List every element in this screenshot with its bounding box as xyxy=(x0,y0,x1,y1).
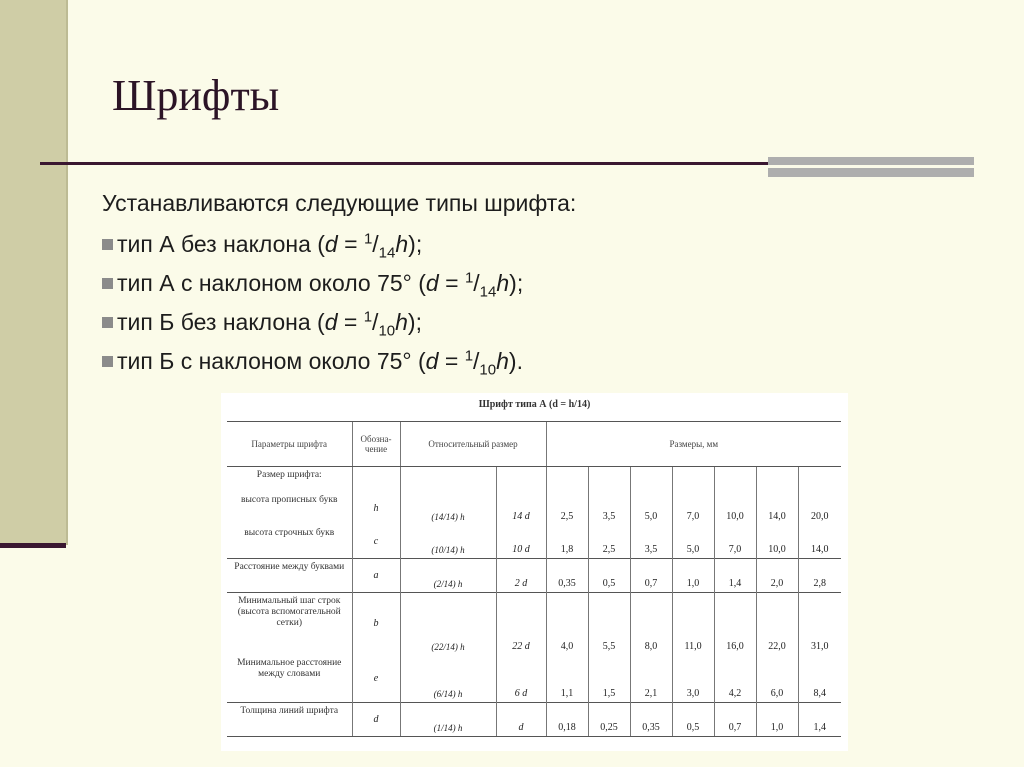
bullet-item: тип Б без наклона $(d = ^1/_{10}h)$; xyxy=(102,307,982,337)
square-bullet-icon xyxy=(102,356,113,367)
row-relative: (14/14) h xyxy=(400,492,496,525)
square-bullet-icon xyxy=(102,278,113,289)
row-multiple: 14 d xyxy=(496,492,546,525)
size-cell: 1,8 xyxy=(546,525,588,559)
row-multiple: d xyxy=(496,703,546,737)
size-cell: 0,7 xyxy=(630,559,672,593)
row-symbol: a xyxy=(352,559,400,593)
bullet-item: тип Б с наклоном около 75° $(d = ^1/_{10}h)$. xyxy=(102,346,982,376)
row-symbol: e xyxy=(352,655,400,703)
bullet-list xyxy=(102,229,982,379)
size-cell: 1,1 xyxy=(546,655,588,703)
size-cell: 0,18 xyxy=(546,703,588,737)
row-multiple: 22 d xyxy=(496,593,546,655)
size-cell: 1,4 xyxy=(714,559,756,593)
header-param: Параметры шрифта xyxy=(227,422,352,467)
table-row xyxy=(227,525,841,559)
size-cell: 8,4 xyxy=(798,655,841,703)
table-header-row xyxy=(227,422,841,467)
size-cell: 2,8 xyxy=(798,559,841,593)
bullet-item: тип А с наклоном около 75° $(d = ^1/_{14}h)$; xyxy=(102,268,982,298)
row-relative: (1/14) h xyxy=(400,703,496,737)
table-row xyxy=(227,559,841,593)
table-caption: Шрифт типа А (d = h/14) xyxy=(478,399,591,410)
row-multiple: 10 d xyxy=(496,525,546,559)
header-relative: Относительный размер xyxy=(400,422,546,467)
size-cell: 5,0 xyxy=(630,492,672,525)
size-cell: 7,0 xyxy=(672,492,714,525)
row-relative: (6/14) h xyxy=(400,655,496,703)
size-cell: 11,0 xyxy=(672,593,714,655)
size-cell: 10,0 xyxy=(756,525,798,559)
side-bar-base xyxy=(0,543,66,548)
size-cell: 14,0 xyxy=(756,492,798,525)
size-cell: 4,0 xyxy=(546,593,588,655)
bullet-item: тип А без наклона $(d = ^1/_{14}h)$; xyxy=(102,229,982,259)
row-param-name: Толщина линий шрифта xyxy=(227,703,352,737)
size-cell: 0,5 xyxy=(672,703,714,737)
size-cell: 7,0 xyxy=(714,525,756,559)
size-cell: 2,5 xyxy=(588,525,630,559)
row-param-name: Минимальное расстояние между словами xyxy=(237,657,342,679)
font-table-figure xyxy=(221,393,848,751)
table-row xyxy=(227,655,841,703)
table-row xyxy=(227,492,841,525)
size-cell: 2,1 xyxy=(630,655,672,703)
size-cell: 1,0 xyxy=(672,559,714,593)
header-sizes: Размеры, мм xyxy=(546,422,841,467)
size-cell: 5,0 xyxy=(672,525,714,559)
header-symbol: Обозна-чение xyxy=(352,422,400,467)
table-row xyxy=(227,593,841,655)
size-cell: 3,5 xyxy=(630,525,672,559)
size-cell: 4,2 xyxy=(714,655,756,703)
title-rule xyxy=(40,162,768,165)
square-bullet-icon xyxy=(102,239,113,250)
row-relative: (22/14) h xyxy=(400,593,496,655)
slide-content xyxy=(102,188,982,385)
row-multiple: 2 d xyxy=(496,559,546,593)
row-symbol: d xyxy=(352,703,400,737)
row-symbol: h xyxy=(352,492,400,525)
row-symbol: b xyxy=(352,593,400,655)
size-cell: 10,0 xyxy=(714,492,756,525)
size-cell: 0,25 xyxy=(588,703,630,737)
size-cell: 16,0 xyxy=(714,593,756,655)
row-relative: (10/14) h xyxy=(400,525,496,559)
row-relative: (2/14) h xyxy=(400,559,496,593)
square-bullet-icon xyxy=(102,317,113,328)
row-param-name: Минимальный шаг строк (высота вспомогательной сетки) xyxy=(227,593,352,655)
row-param-name: высота прописных букв xyxy=(241,495,338,505)
table-row xyxy=(227,703,841,737)
size-cell: 8,0 xyxy=(630,593,672,655)
row-symbol: c xyxy=(352,525,400,559)
row-multiple: 6 d xyxy=(496,655,546,703)
size-cell: 0,7 xyxy=(714,703,756,737)
side-bar xyxy=(0,0,68,545)
size-cell: 1,4 xyxy=(798,703,841,737)
size-cell: 0,35 xyxy=(546,559,588,593)
table-row xyxy=(227,467,841,493)
size-cell: 1,5 xyxy=(588,655,630,703)
size-cell: 3,0 xyxy=(672,655,714,703)
size-cell: 22,0 xyxy=(756,593,798,655)
size-cell: 14,0 xyxy=(798,525,841,559)
title-rule-accent xyxy=(768,157,974,177)
row-param-name: Расстояние между буквами xyxy=(227,559,352,593)
slide-title: Шрифты xyxy=(112,71,280,120)
size-cell: 5,5 xyxy=(588,593,630,655)
size-cell: 31,0 xyxy=(798,593,841,655)
size-cell: 2,0 xyxy=(756,559,798,593)
row-param-name: высота строчных букв xyxy=(244,528,335,538)
size-cell: 0,5 xyxy=(588,559,630,593)
font-parameters-table xyxy=(227,421,841,737)
intro-text: Устанавливаются следующие типы шрифта: xyxy=(102,190,577,216)
size-cell: 6,0 xyxy=(756,655,798,703)
size-cell: 1,0 xyxy=(756,703,798,737)
size-cell: 20,0 xyxy=(798,492,841,525)
group-label: Размер шрифта: xyxy=(256,470,322,480)
size-cell: 0,35 xyxy=(630,703,672,737)
size-cell: 3,5 xyxy=(588,492,630,525)
size-cell: 2,5 xyxy=(546,492,588,525)
